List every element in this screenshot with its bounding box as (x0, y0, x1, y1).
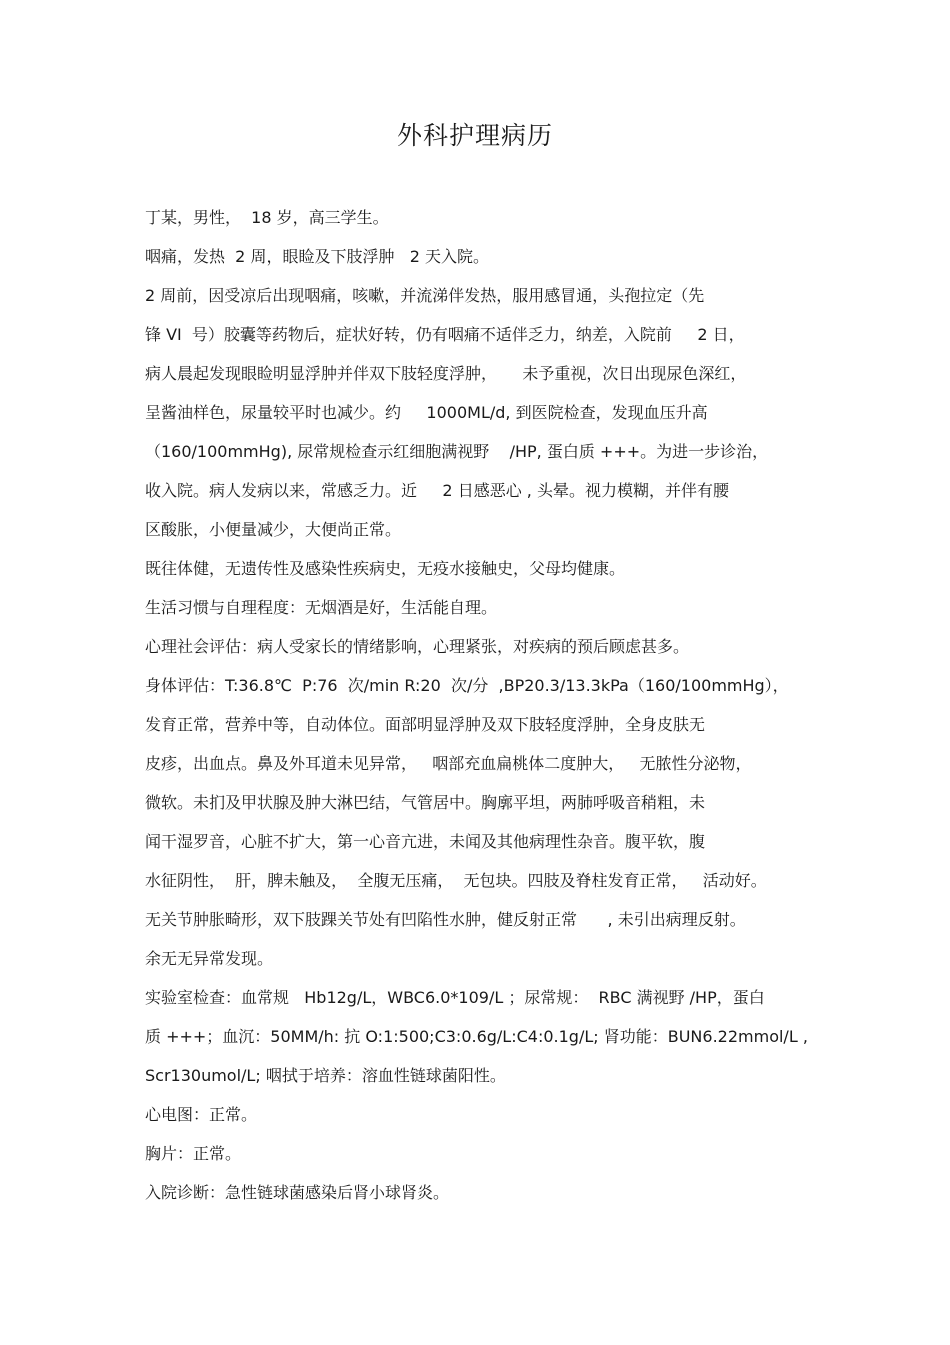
document-title: 外科护理病历 (396, 121, 553, 150)
text-line: 无关节肿胀畸形，双下肢踝关节处有凹陷性水肿，健反射正常 , 未引出病理反射。 (145, 910, 746, 929)
text-line: 皮疹，出血点。鼻及外耳道未见异常， 咽部充血扁桃体二度肿大， 无脓性分泌物， (145, 754, 752, 773)
text-line: 丁某，男性， 18 岁，高三学生。 (145, 208, 389, 227)
text-line: 余无无异常发现。 (145, 949, 274, 968)
text-line: 微软。未扪及甲状腺及肿大淋巴结，气管居中。胸廓平坦，两肺呼吸音稍粗，未 (145, 793, 706, 812)
text-line: 发育正常，营养中等，自动体位。面部明显浮肿及双下肢轻度浮肿，全身皮肤无 (145, 715, 706, 734)
text-line: 2 周前，因受凉后出现咽痛，咳嗽，并流涕伴发热，服用感冒通，头孢拉定（先 (145, 286, 705, 305)
text-line: 心理社会评估：病人受家长的情绪影响，心理紧张，对疾病的预后顾虑甚多。 (145, 637, 690, 656)
text-line: Scr130umol/L; 咽拭于培养：溶血性链球菌阳性。 (145, 1066, 506, 1085)
text-line: 闻干湿罗音，心脏不扩大，第一心音亢进，未闻及其他病理性杂音。腹平软，腹 (145, 832, 706, 851)
text-line: 生活习惯与自理程度：无烟酒是好，生活能自理。 (145, 598, 498, 617)
text-line: 病人晨起发现眼睑明显浮肿并伴双下肢轻度浮肿， 未予重视，次日出现尿色深红， (145, 364, 747, 383)
text-line: 水征阴性， 肝，脾未触及， 全腹无压痛， 无包块。四肢及脊柱发育正常， 活动好。 (145, 871, 767, 890)
text-line: 身体评估：T:36.8℃ P:76 次/min R:20 次/分 ,BP20.3/13.3kPa（160/100mmHg）， (145, 676, 789, 695)
text-line: 心电图：正常。 (145, 1105, 258, 1124)
text-line: 呈酱油样色，尿量较平时也减少。约 1000ML/d, 到医院检查，发现血压升高 (145, 403, 708, 422)
text-line: 胸片：正常。 (145, 1144, 242, 1163)
text-line: 咽痛，发热 2 周，眼睑及下肢浮肿 2 天入院。 (145, 247, 489, 266)
text-line: 收入院。病人发病以来，常感乏力。近 2 日感恶心 , 头晕。视力模糊，并伴有腰 (145, 481, 729, 500)
document-body (145, 198, 810, 1212)
text-line: 锋 VI 号）胶囊等药物后，症状好转，仍有咽痛不适伴乏力，纳差，入院前 2 日， (145, 325, 745, 344)
text-line: 既往体健，无遗传性及感染性疾病史，无疫水接触史，父母均健康。 (145, 559, 626, 578)
text-line: 实验室检查：血常规 Hb12g/L，WBC6.0*109/L ；尿常规： RBC 满视野 /HP，蛋白 (145, 988, 765, 1007)
text-line: （160/100mmHg), 尿常规检查示红细胞满视野 /HP, 蛋白质 +++。为进一步诊治， (145, 442, 769, 461)
text-line: 入院诊断：急性链球菌感染后肾小球肾炎。 (145, 1183, 450, 1202)
text-line: 区酸胀，小便量减少，大便尚正常。 (145, 520, 402, 539)
text-line: 质 +++；血沉：50MM/h: 抗 O:1:500;C3:0.6g/L:C4:0.1g/L; 肾功能：BUN6.22mmol/L , (145, 1027, 808, 1046)
